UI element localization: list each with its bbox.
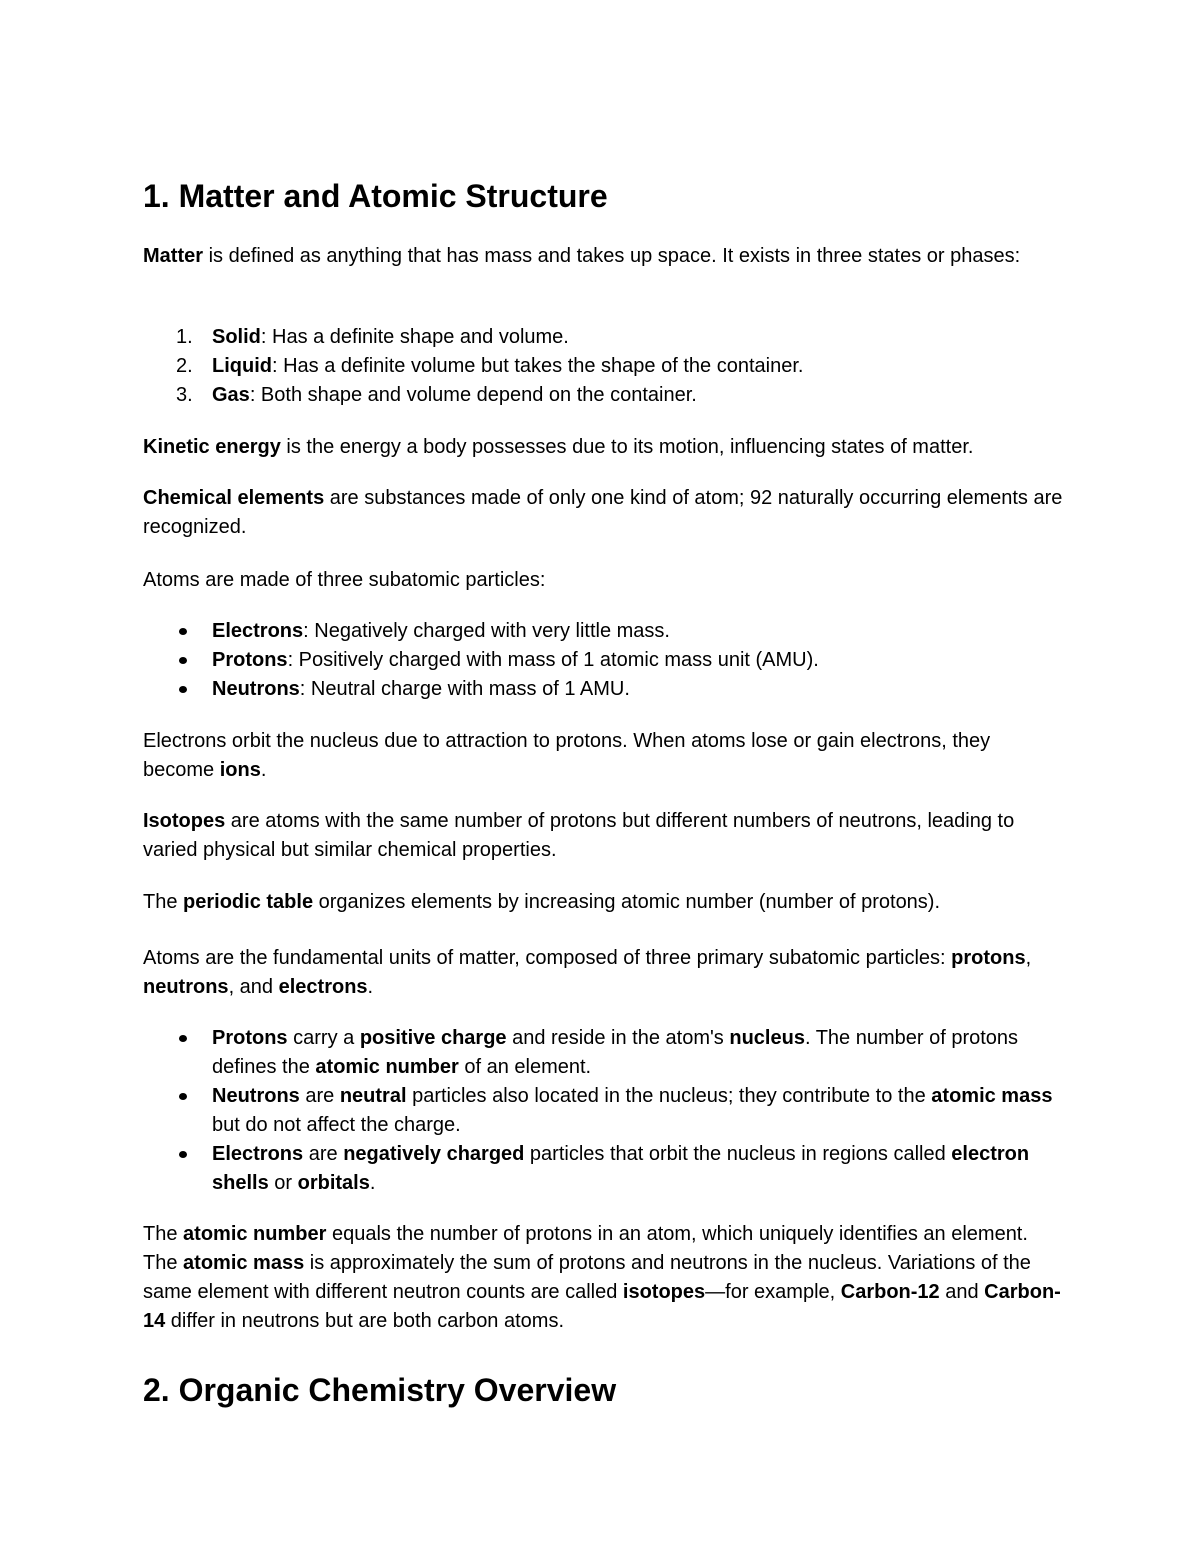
particle-term: Protons	[212, 649, 288, 671]
atomic-number-term: atomic number	[183, 1223, 327, 1245]
state-text: : Has a definite shape and volume.	[260, 326, 569, 348]
isotopes-term: Isotopes	[143, 810, 226, 832]
periodic-text-after: organizes elements by increasing atomic number (number of protons).	[313, 891, 941, 913]
particle-details-list	[143, 1024, 1063, 1198]
kinetic-term: Kinetic energy	[143, 436, 281, 458]
neutrons-term: neutrons	[143, 976, 229, 998]
state-text: : Both shape and volume depend on the container.	[249, 384, 697, 406]
detail-text: particles that orbit the nucleus in regions called	[524, 1143, 952, 1165]
isotopes-paragraph	[143, 807, 1063, 865]
section-1-heading: 1. Matter and Atomic Structure	[143, 178, 608, 214]
ions-paragraph	[143, 727, 1063, 785]
separator: ,	[1025, 947, 1032, 969]
nucleus-term: nucleus	[729, 1027, 805, 1049]
sentence-end: .	[367, 976, 374, 998]
negatively-charged-term: negatively charged	[343, 1143, 525, 1165]
states-list	[143, 323, 1063, 410]
detail-text: .	[369, 1172, 376, 1194]
particle-text: : Negatively charged with very little mass.	[303, 620, 670, 642]
electrons-term: electrons	[278, 976, 368, 998]
chemical-elements-paragraph	[143, 484, 1063, 542]
electron-shells-term: electron shells	[212, 1143, 1030, 1194]
state-term: Solid	[212, 326, 261, 348]
atomic-number-term: atomic number	[315, 1056, 459, 1078]
detail-text: are	[299, 1085, 340, 1107]
detail-text: or	[268, 1172, 298, 1194]
matter-term: Matter	[143, 245, 204, 267]
detail-text: are	[303, 1143, 344, 1165]
summary-text: The	[143, 1223, 184, 1245]
summary-text: and	[939, 1281, 985, 1303]
periodic-term: periodic table	[183, 891, 314, 913]
bullet-icon	[179, 628, 187, 635]
summary-text: equals the number of protons in an atom, which uniquely identifies an element. The	[143, 1223, 1028, 1274]
neutrons-term: Neutrons	[212, 1085, 300, 1107]
detail-text: . The number of protons defines the	[212, 1027, 1019, 1078]
list-item	[143, 675, 1063, 704]
detail-text: particles also located in the nucleus; they contribute to the	[406, 1085, 932, 1107]
summary-text: is approximately the sum of protons and neutrons in the nucleus. Variations of the same element with different neutron counts are called	[143, 1252, 1031, 1303]
neutral-term: neutral	[339, 1085, 407, 1107]
isotopes-term: isotopes	[622, 1281, 706, 1303]
detail-text: and reside in the atom's	[506, 1027, 730, 1049]
periodic-table-paragraph	[143, 888, 1063, 917]
list-number: 1.	[176, 326, 193, 348]
list-item	[143, 352, 1063, 381]
list-number: 2.	[176, 355, 193, 377]
particle-term: Electrons	[212, 620, 304, 642]
state-term: Liquid	[212, 355, 272, 377]
separator: , and	[228, 976, 279, 998]
atomic-mass-term: atomic mass	[931, 1085, 1053, 1107]
protons-term: protons	[951, 947, 1026, 969]
atomic-mass-term: atomic mass	[183, 1252, 305, 1274]
bullet-icon	[179, 1093, 187, 1100]
protons-term: Protons	[212, 1027, 288, 1049]
list-number: 3.	[176, 384, 193, 406]
state-text: : Has a definite volume but takes the shape of the container.	[271, 355, 804, 377]
bullet-icon	[179, 686, 187, 693]
particles-list	[143, 617, 1063, 704]
ions-term: ions	[219, 759, 261, 781]
particle-text: : Neutral charge with mass of 1 AMU.	[299, 678, 630, 700]
detail-text: carry a	[287, 1027, 360, 1049]
particle-term: Neutrons	[212, 678, 300, 700]
summary-paragraph	[143, 1220, 1063, 1336]
state-term: Gas	[212, 384, 250, 406]
summary-text: —for example,	[705, 1281, 841, 1303]
list-item	[143, 646, 1063, 675]
electrons-term: Electrons	[212, 1143, 304, 1165]
matter-definition-text: is defined as anything that has mass and takes up space. It exists in three states or phases:	[203, 245, 1021, 267]
periodic-text-before: The	[143, 891, 184, 913]
fundamental-text: Atoms are the fundamental units of matter, composed of three primary subatomic particles:	[143, 947, 952, 969]
ions-text-after: .	[260, 759, 267, 781]
bullet-icon	[179, 657, 187, 664]
detail-text: of an element.	[458, 1056, 592, 1078]
kinetic-energy-paragraph	[143, 433, 1063, 462]
detail-text: but do not affect the charge.	[212, 1114, 461, 1136]
ions-text-before: Electrons orbit the nucleus due to attraction to protons. When atoms lose or gain electrons, they become	[143, 730, 991, 781]
list-item	[143, 381, 1063, 410]
bullet-icon	[179, 1151, 187, 1158]
bullet-icon	[179, 1035, 187, 1042]
list-item	[143, 323, 1063, 352]
list-item	[143, 1024, 1063, 1082]
elements-term: Chemical elements	[143, 487, 325, 509]
summary-text: differ in neutrons but are both carbon atoms.	[165, 1310, 565, 1332]
list-item	[143, 617, 1063, 646]
particle-text: : Positively charged with mass of 1 atomic mass unit (AMU).	[287, 649, 819, 671]
kinetic-text: is the energy a body possesses due to its motion, influencing states of matter.	[280, 436, 974, 458]
list-item	[143, 1140, 1063, 1198]
isotopes-text: are atoms with the same number of protons but different numbers of neutrons, leading to varied physical but similar chemical properties.	[143, 810, 1015, 861]
list-item	[143, 1082, 1063, 1140]
carbon-14-term: Carbon-14	[143, 1281, 1061, 1332]
orbitals-term: orbitals	[297, 1172, 370, 1194]
carbon-12-term: Carbon-12	[840, 1281, 940, 1303]
section-2-heading: 2. Organic Chemistry Overview	[143, 1372, 617, 1408]
atoms-intro: Atoms are made of three subatomic particles:	[143, 569, 546, 591]
matter-definition	[143, 242, 1063, 271]
positive-charge-term: positive charge	[359, 1027, 507, 1049]
fundamental-units-paragraph	[143, 944, 1063, 1002]
elements-text: are substances made of only one kind of atom; 92 naturally occurring elements are recognized.	[143, 487, 1063, 538]
